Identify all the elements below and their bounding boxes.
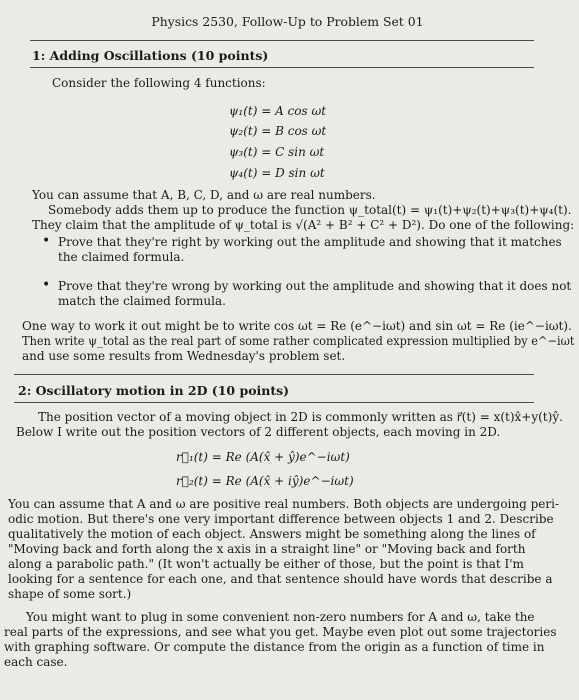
section-divider-top — [14, 374, 534, 375]
section-2-paragraph: shape of some sort.) — [8, 587, 132, 601]
section-2-paragraph: looking for a sentence for each one, and that sentence should have words that describe a — [8, 572, 553, 586]
bullet-marker: • — [42, 277, 51, 293]
section-divider — [30, 67, 534, 68]
section-2-line: The position vector of a moving object in 2D is commonly written as r⃗(t) = x(t)x̂+y(t)ŷ. — [38, 410, 563, 424]
bullet-marker: • — [42, 233, 51, 249]
section-2-paragraph: You can assume that A and ω are positive real numbers. Both objects are undergoing peri- — [8, 497, 560, 511]
section-2-paragraph: odic motion. But there's one very important difference between objects 1 and 2. Describe — [8, 512, 554, 526]
section-2-paragraph: qualitatively the motion of each object. Answers might be something along the lines of — [8, 527, 536, 541]
section-2-paragraph: along a parabolic path." (It won't actually be either of those, but the point is that I'm — [8, 557, 524, 571]
equation-r1: r⃗₁(t) = Re (A(x̂ + ŷ)e^−iωt) — [176, 450, 350, 464]
section-divider — [14, 402, 534, 403]
section-2-title: 2: Oscillatory motion in 2D (10 points) — [18, 383, 290, 398]
section-2-paragraph: with graphing software. Or compute the distance from the origin as a function of time in — [4, 640, 545, 654]
section-1-line: They claim that the amplitude of ψ_total is √(A² + B² + C² + D²). Do one of the following: — [32, 218, 575, 232]
section-1-intro: Consider the following 4 functions: — [52, 76, 266, 90]
section-1-closing: Then write ψ_total as the real part of some rather complicated expression multiplied by e^−iωt — [22, 334, 575, 348]
equation-psi4: ψ₄(t) = D sin ωt — [229, 166, 325, 180]
section-1-line: You can assume that A, B, C, D, and ω are real numbers. — [32, 188, 376, 202]
section-1-closing: and use some results from Wednesday's problem set. — [22, 349, 346, 363]
section-2-paragraph: each case. — [4, 655, 68, 669]
page-header: Physics 2530, Follow-Up to Problem Set 01 — [151, 14, 424, 29]
bullet-text: Prove that they're right by working out the amplitude and showing that it matches — [58, 235, 562, 249]
section-2-paragraph: real parts of the expressions, and see what you get. Maybe even plot out some trajectories — [4, 625, 557, 639]
section-divider-top — [30, 40, 534, 41]
equation-psi1: ψ₁(t) = A cos ωt — [229, 104, 327, 118]
bullet-text: the claimed formula. — [58, 250, 185, 264]
section-2-paragraph: You might want to plug in some convenient non-zero numbers for A and ω, take the — [26, 610, 535, 624]
section-1-line: Somebody adds them up to produce the function ψ_total(t) = ψ₁(t)+ψ₂(t)+ψ₃(t)+ψ₄(t). — [48, 203, 572, 217]
bullet-text: match the claimed formula. — [58, 294, 226, 308]
bullet-text: Prove that they're wrong by working out the amplitude and showing that it does not — [58, 279, 572, 293]
equation-psi3: ψ₃(t) = C sin ωt — [229, 145, 325, 159]
section-1-title: 1: Adding Oscillations (10 points) — [32, 48, 269, 63]
equation-psi2: ψ₂(t) = B cos ωt — [229, 124, 327, 138]
section-2-paragraph: "Moving back and forth along the x axis in a straight line" or "Moving back and forth — [8, 542, 526, 556]
equation-r2: r⃗₂(t) = Re (A(x̂ + iŷ)e^−iωt) — [176, 474, 354, 488]
section-2-line: Below I write out the position vectors of 2 different objects, each moving in 2D. — [16, 425, 501, 439]
section-1-closing: One way to work it out might be to write cos ωt = Re (e^−iωt) and sin ωt = Re (ie^−iωt). — [22, 319, 572, 333]
